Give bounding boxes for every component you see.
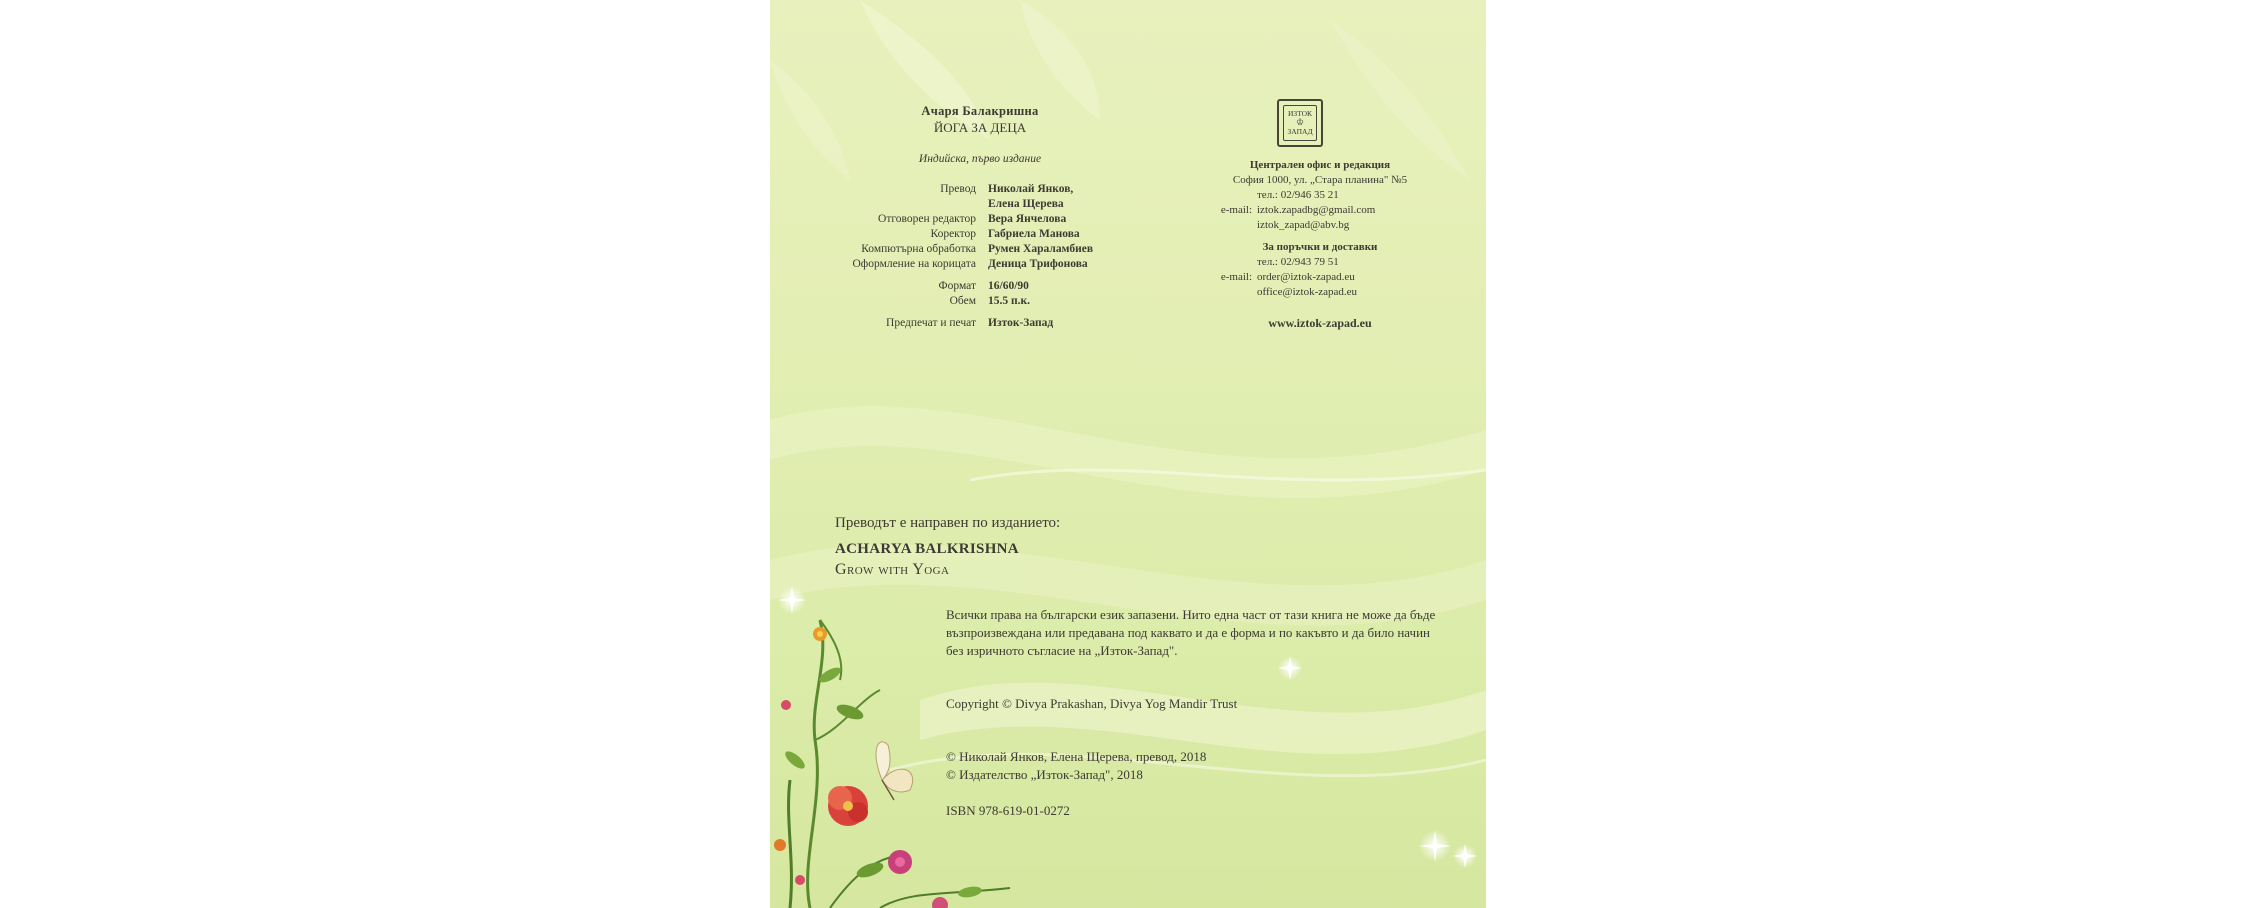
office-email-row bbox=[1190, 218, 1450, 233]
isbn: ISBN 978-619-01-0272 bbox=[946, 803, 1070, 818]
print-value: Изток-Запад bbox=[988, 317, 1054, 329]
credit-row bbox=[770, 182, 1200, 197]
original-title: Grow with Yoga bbox=[835, 561, 950, 578]
office-email-row bbox=[1190, 203, 1450, 218]
credit-label: Коректор bbox=[930, 228, 976, 240]
credit-row bbox=[770, 212, 1200, 227]
credit-value: Румен Хараламбиев bbox=[988, 243, 1094, 255]
credit-value: Елена Щерева bbox=[988, 198, 1064, 210]
spec-label: Формат bbox=[938, 280, 976, 292]
orders-email-row bbox=[1190, 285, 1450, 300]
print-label: Предпечат и печат bbox=[886, 317, 976, 329]
spec-value: 15.5 п.к. bbox=[988, 295, 1031, 307]
print-row bbox=[770, 316, 1200, 331]
orders-phone: тел.: 02/943 79 51 bbox=[1257, 256, 1339, 268]
sparkle-icon bbox=[778, 586, 806, 614]
spec-value: 16/60/90 bbox=[988, 280, 1029, 292]
orders-heading: За поръчки и доставки bbox=[1262, 241, 1378, 253]
book-author: Ачаря Балакришна bbox=[921, 104, 1039, 118]
office-phone: тел.: 02/946 35 21 bbox=[1257, 189, 1339, 201]
office-phone-row bbox=[1190, 188, 1450, 203]
logo-text-bottom: ЗАПАД bbox=[1287, 127, 1313, 136]
credit-value: Вера Янчелова bbox=[988, 213, 1067, 225]
credit-value: Деница Трифонова bbox=[988, 258, 1088, 270]
orders-phone-row bbox=[1190, 255, 1450, 270]
original-author: ACHARYA BALKRISHNA bbox=[835, 541, 1019, 557]
orders-email-row bbox=[1190, 270, 1450, 285]
orders-contact-block bbox=[1190, 240, 1450, 300]
orders-email-2: office@iztok-zapad.eu bbox=[1257, 286, 1358, 298]
office-contact-block bbox=[1190, 158, 1450, 233]
website-link[interactable]: www.iztok-zapad.eu bbox=[1268, 316, 1372, 330]
credit-row bbox=[770, 197, 1200, 212]
spec-row bbox=[770, 294, 1200, 309]
credit-row bbox=[770, 227, 1200, 242]
book-title: ЙОГА ЗА ДЕЦА bbox=[933, 120, 1027, 135]
crown-icon: ♔ bbox=[1295, 117, 1305, 127]
credit-row bbox=[770, 257, 1200, 272]
spec-row bbox=[770, 279, 1200, 294]
office-email-2: iztok_zapad@abv.bg bbox=[1257, 219, 1350, 231]
original-copyright: Copyright © Divya Prakashan, Divya Yog Mandir Trust bbox=[946, 696, 1238, 711]
publisher-logo bbox=[1277, 99, 1323, 147]
credit-label: Превод bbox=[940, 183, 976, 195]
credit-row bbox=[770, 242, 1200, 257]
book-imprint-page bbox=[770, 0, 1486, 908]
office-address: София 1000, ул. „Стара планина" №5 bbox=[1232, 174, 1408, 186]
office-heading: Централен офис и редакция bbox=[1249, 159, 1391, 171]
translation-copyright: © Николай Янков, Елена Щерева, превод, 2018 bbox=[946, 749, 1207, 764]
credit-value: Габриела Манова bbox=[988, 228, 1080, 240]
orders-email-label: e-mail: bbox=[1220, 271, 1252, 283]
edition-note: Индийска, първо издание bbox=[918, 153, 1042, 165]
logo-text-top: ИЗТОК bbox=[1287, 109, 1313, 118]
publisher-copyright: © Издателство „Изток-Запад", 2018 bbox=[946, 767, 1143, 782]
email-label: e-mail: bbox=[1220, 204, 1252, 216]
credit-label: Отговорен редактор bbox=[878, 213, 976, 225]
translation-intro: Преводът е направен по изданието: bbox=[835, 515, 1061, 531]
credit-value: Николай Янков, bbox=[988, 183, 1074, 195]
spec-label: Обем bbox=[949, 295, 976, 307]
butterfly-illustration bbox=[876, 742, 913, 800]
orders-email-1: order@iztok-zapad.eu bbox=[1257, 271, 1355, 283]
office-email-1: iztok.zapadbg@gmail.com bbox=[1257, 204, 1376, 216]
credit-label: Оформление на корицата bbox=[852, 258, 976, 270]
credit-label: Компютърна обработка bbox=[861, 243, 976, 255]
rights-notice: Всички права на български език запазени. Нито една част от тази книга не може да бъде възпроизвеждана или предавана под каквато и да е форма и по какъвто и да било начин без изричното съгласие на „Изток-Запад". bbox=[946, 607, 1436, 658]
